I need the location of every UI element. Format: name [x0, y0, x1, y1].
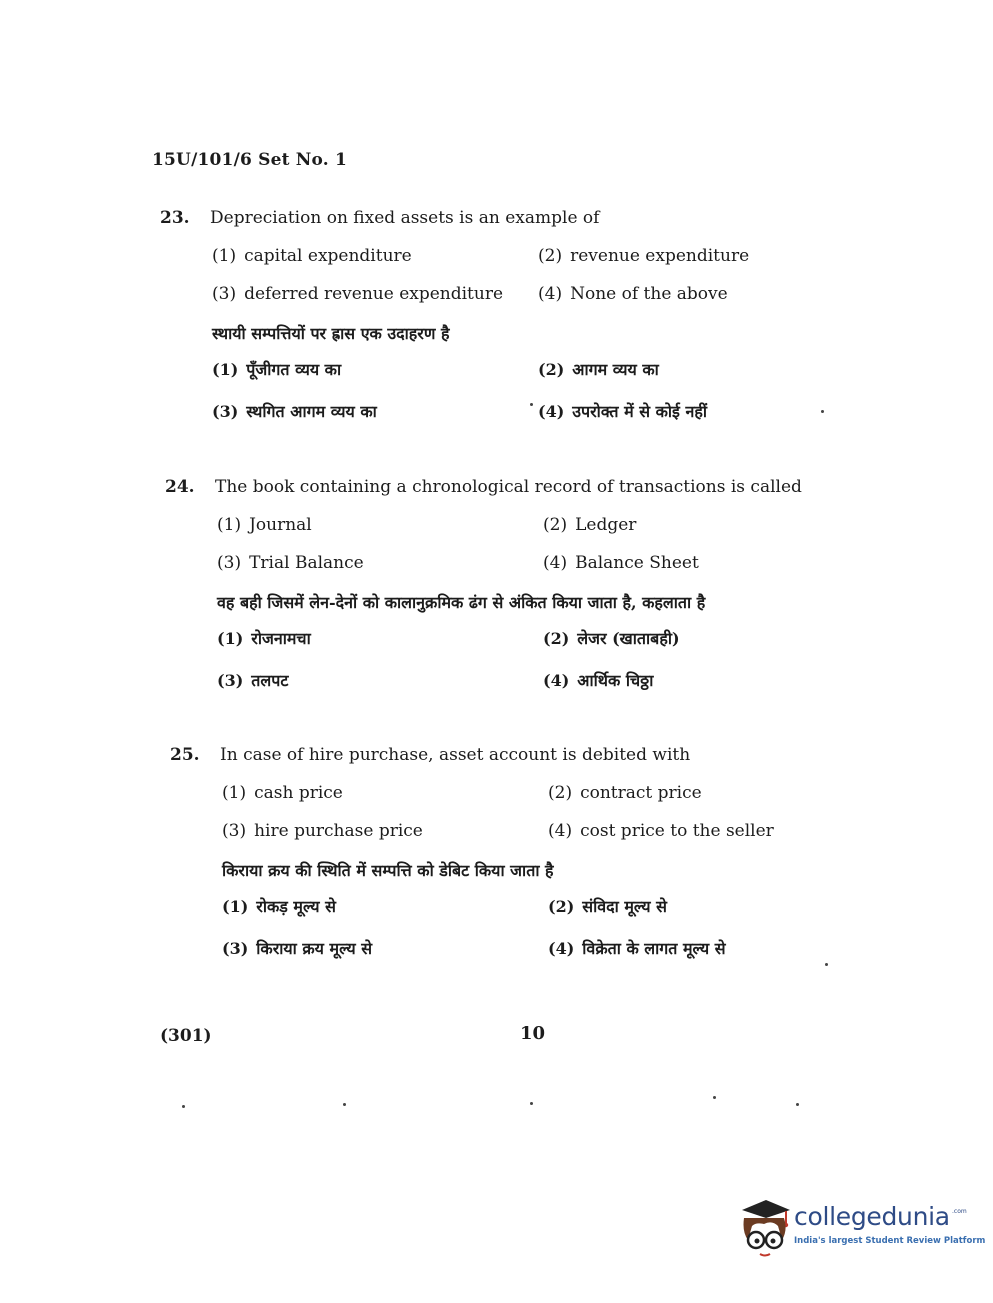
question-text-hindi: किराया क्रय की स्थिति में सम्पत्ति को डेबिट किया जाता है [222, 861, 554, 880]
question-23 [160, 208, 840, 438]
hindi-option-4: (4) आर्थिक चिठ्ठा [543, 671, 654, 690]
option-4: (4) None of the above [538, 284, 728, 304]
question-number: 23. [160, 208, 190, 228]
question-25 [170, 745, 850, 975]
scan-speck [821, 410, 824, 413]
question-text: Depreciation on fixed assets is an example of [210, 208, 600, 228]
scan-speck [182, 1105, 185, 1108]
scan-speck [796, 1103, 799, 1106]
hindi-option-4: (4) उपरोक्त में से कोई नहीं [538, 402, 707, 421]
scan-speck [343, 1103, 346, 1106]
hindi-option-2: (2) आगम व्यय का [538, 360, 659, 379]
question-number: 25. [170, 745, 200, 765]
option-1: (1) capital expenditure [212, 246, 412, 266]
hindi-option-3: (3) स्थगित आगम व्यय का [212, 402, 377, 421]
scan-speck [530, 403, 533, 406]
question-number: 24. [165, 477, 195, 497]
option-2: (2) Ledger [543, 515, 637, 535]
mascot-icon [736, 1196, 794, 1260]
scan-speck [713, 1096, 716, 1099]
option-1: (1) Journal [217, 515, 312, 535]
option-1: (1) cash price [222, 783, 343, 803]
logo-wordmark: collegedunia [794, 1202, 950, 1231]
question-24 [165, 477, 845, 707]
hindi-option-3: (3) तलपट [217, 671, 289, 690]
collegedunia-logo [736, 1196, 986, 1260]
logo-tagline: India's largest Student Review Platform [794, 1236, 986, 1246]
option-3: (3) deferred revenue expenditure [212, 284, 504, 304]
option-2: (2) contract price [548, 783, 702, 803]
question-text-hindi: स्थायी सम्पत्तियों पर ह्रास एक उदाहरण है [212, 324, 450, 343]
scan-speck [825, 963, 828, 966]
option-3: (3) hire purchase price [222, 821, 423, 841]
option-4: (4) cost price to the seller [548, 821, 774, 841]
question-text: In case of hire purchase, asset account is debited with [220, 745, 691, 765]
option-2: (2) revenue expenditure [538, 246, 750, 266]
hindi-option-1: (1) पूँजीगत व्यय का [212, 360, 342, 379]
question-text: The book containing a chronological record of transactions is called [215, 477, 802, 497]
hindi-option-1: (1) रोजनामचा [217, 629, 311, 648]
option-4: (4) Balance Sheet [543, 553, 699, 573]
hindi-option-1: (1) रोकड़ मूल्य से [222, 897, 336, 916]
hindi-option-2: (2) संविदा मूल्य से [548, 897, 667, 916]
hindi-option-3: (3) किराया क्रय मूल्य से [222, 939, 373, 958]
question-text-hindi: वह बही जिसमें लेन-देनों को कालानुक्रमिक ढंग से अंकित किया जाता है, कहलाता है [217, 593, 706, 612]
footer-code: (301) [160, 1026, 212, 1046]
hindi-option-4: (4) विक्रेता के लागत मूल्य से [548, 939, 726, 958]
paper-code: 15U/101/6 Set No. 1 [152, 150, 348, 170]
page-number: 10 [520, 1023, 546, 1044]
logo-domain-suffix: .com [952, 1208, 967, 1215]
hindi-option-2: (2) लेजर (खाताबही) [543, 629, 680, 648]
option-3: (3) Trial Balance [217, 553, 364, 573]
scan-speck [530, 1102, 533, 1105]
